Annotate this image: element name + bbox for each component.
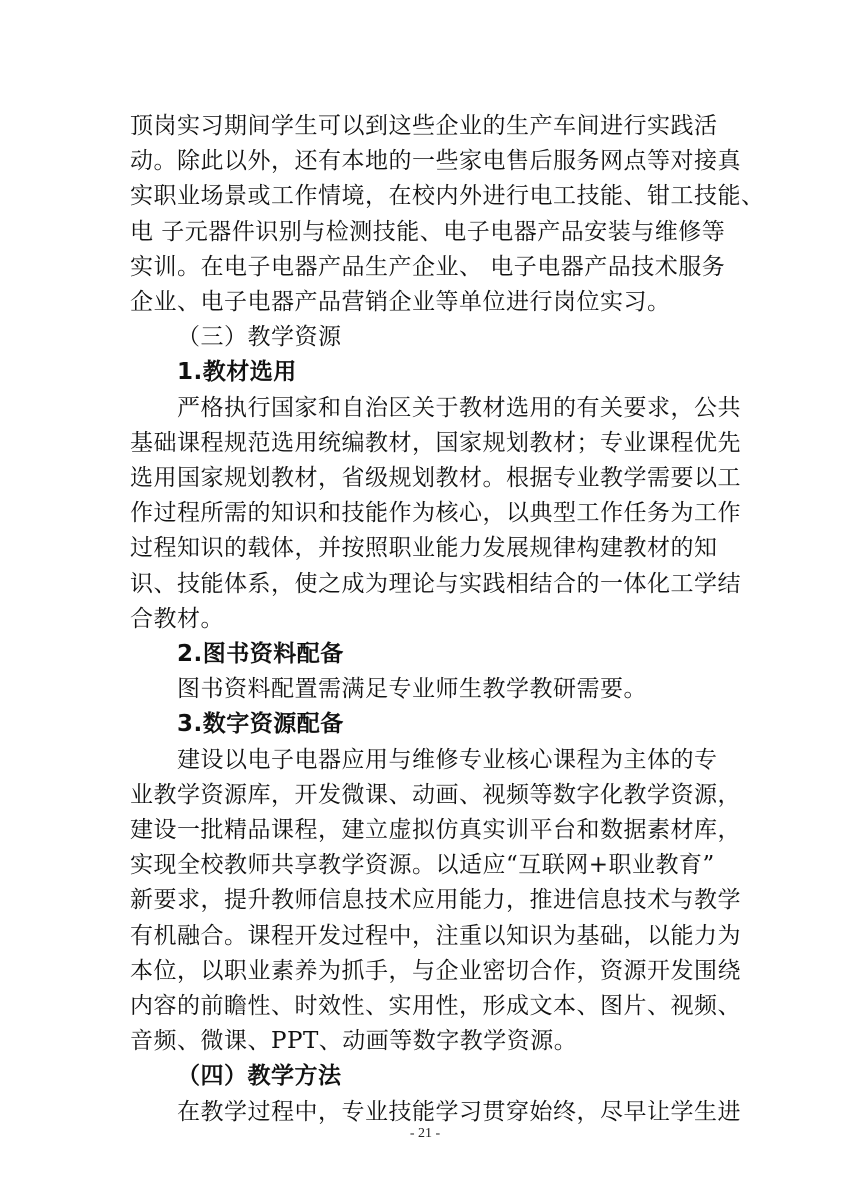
- body-text-line: 作过程所需的知识和技能作为核心，以典型工作任务为工作: [130, 500, 741, 526]
- body-text-line: 图书资料配置需满足专业师生教学教研需要。: [177, 676, 647, 702]
- body-text-line: 新要求，提升教师信息技术应用能力，推进信息技术与教学: [130, 887, 741, 913]
- body-text-line: 实现全校教师共享教学资源。以适应“互联网+职业教育”: [130, 852, 715, 878]
- body-text-line: 内容的前瞻性、时效性、实用性，形成文本、图片、视频、: [130, 993, 741, 1019]
- body-text-line: 建设以电子电器应用与维修专业核心课程为主体的专: [177, 747, 718, 773]
- subheading-digital-resources: 3.数字资源配备: [177, 711, 344, 737]
- body-text-line: 实训。在电子电器产品生产企业、 电子电器产品技术服务: [130, 254, 726, 280]
- body-text-line: 电 子元器件识别与检测技能、电子电器产品安装与维修等: [130, 219, 726, 245]
- body-text-line: 实职业场景或工作情境，在校内外进行电工技能、钳工技能、: [130, 183, 765, 209]
- body-text-line: 建设一批精品课程，建立虚拟仿真实训平台和数据素材库，: [130, 817, 741, 843]
- body-text-line: 选用国家规划教材，省级规划教材。根据专业教学需要以工: [130, 465, 741, 491]
- body-text-line: 过程知识的载体，并按照职业能力发展规律构建教材的知: [130, 535, 718, 561]
- page-number: - 21 -: [409, 1126, 441, 1141]
- body-text-line: 企业、电子电器产品营销企业等单位进行岗位实习。: [130, 289, 671, 315]
- body-text-line: 本位，以职业素养为抓手，与企业密切合作，资源开发围绕: [130, 958, 741, 984]
- body-text-line: 在教学过程中，专业技能学习贯穿始终，尽早让学生进: [177, 1099, 741, 1125]
- body-text-line: 音频、微课、PPT、动画等数字教学资源。: [130, 1028, 578, 1054]
- body-text-line: 业教学资源库，开发微课、动画、视频等数字化教学资源，: [130, 782, 741, 808]
- subheading-library-resources: 2.图书资料配备: [177, 641, 344, 667]
- body-text-line: 顶岗实习期间学生可以到这些企业的生产车间进行实践活: [130, 113, 718, 139]
- section-heading-teaching-methods: （四）教学方法: [177, 1063, 342, 1089]
- subheading-textbook-selection: 1.教材选用: [177, 359, 297, 385]
- body-text-line: 合教材。: [130, 606, 224, 632]
- body-text-line: 识、技能体系，使之成为理论与实践相结合的一体化工学结: [130, 571, 741, 597]
- section-heading-teaching-resources: （三）教学资源: [177, 324, 342, 350]
- body-text-line: 动。除此以外，还有本地的一些家电售后服务网点等对接真: [130, 148, 741, 174]
- body-text-line: 严格执行国家和自治区关于教材选用的有关要求，公共: [177, 395, 741, 421]
- body-text-line: 基础课程规范选用统编教材，国家规划教材；专业课程优先: [130, 430, 741, 456]
- body-text-line: 有机融合。课程开发过程中，注重以知识为基础，以能力为: [130, 923, 741, 949]
